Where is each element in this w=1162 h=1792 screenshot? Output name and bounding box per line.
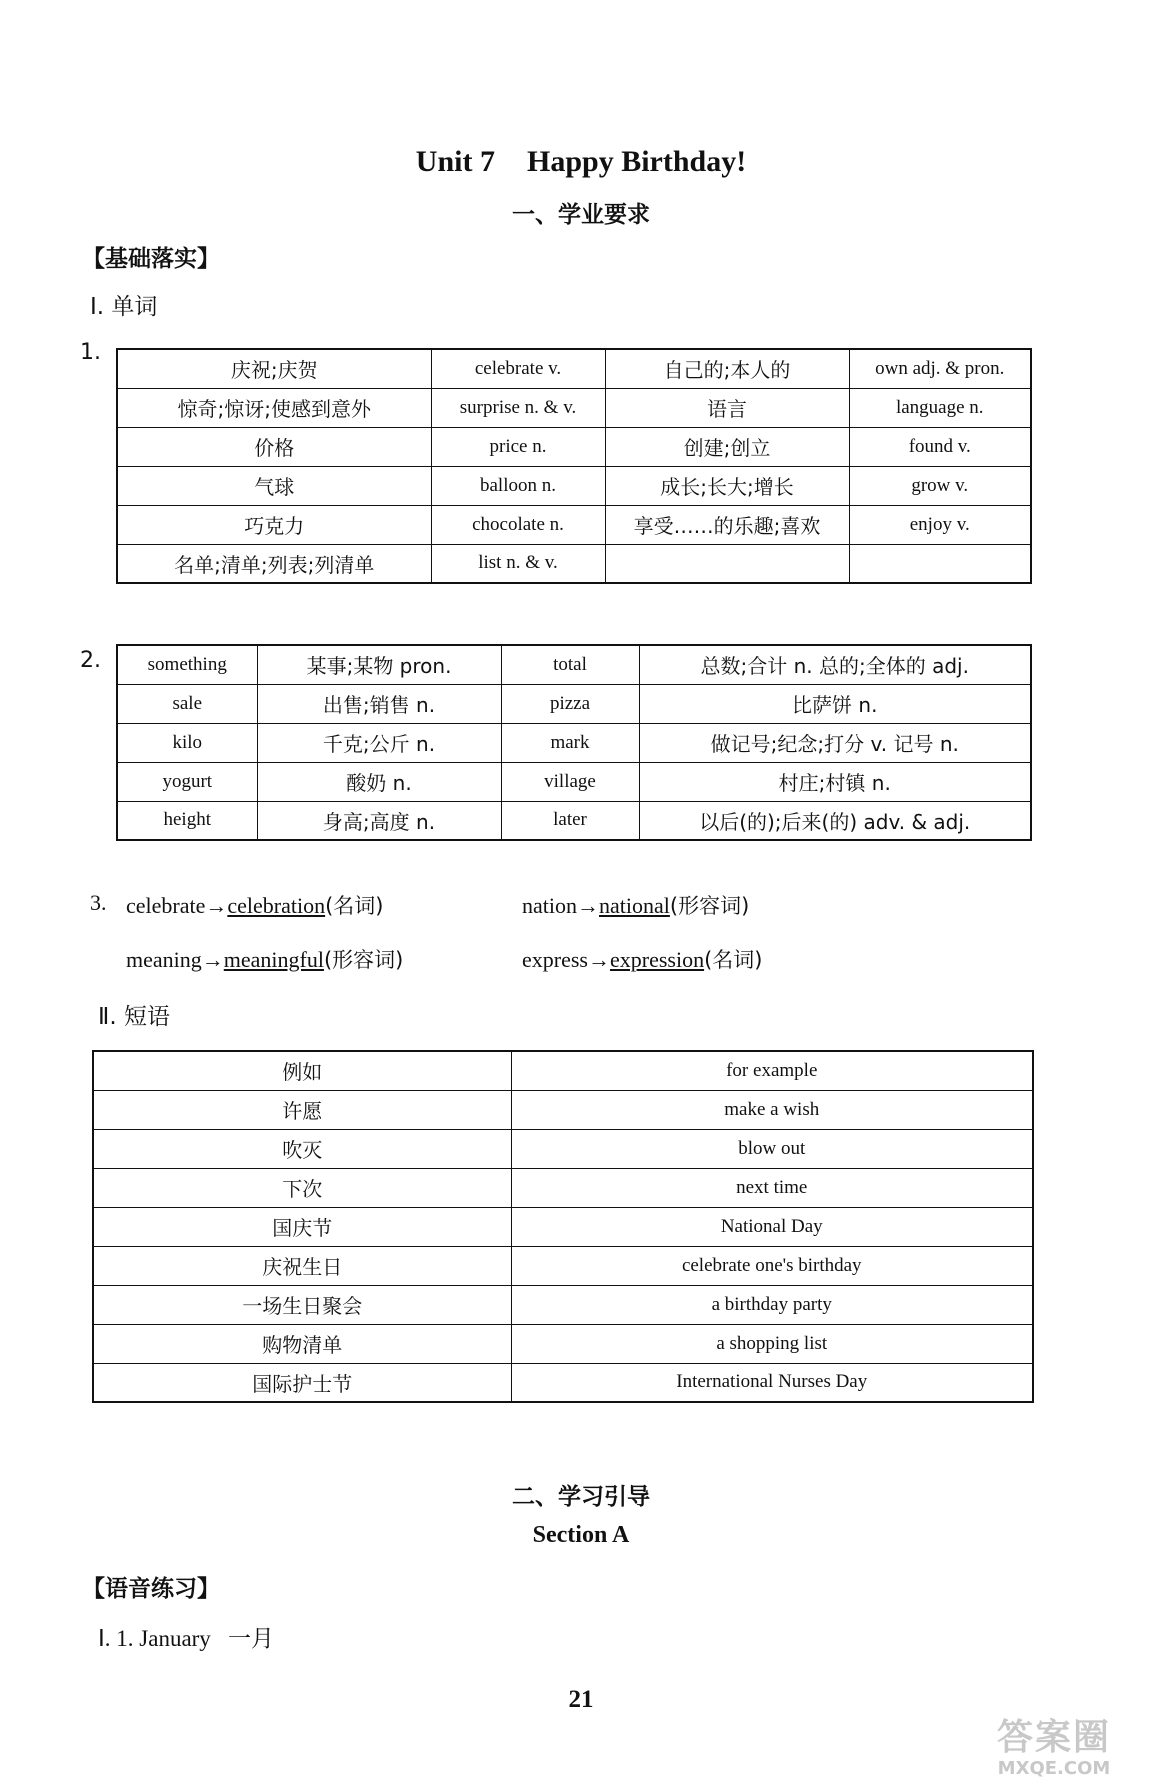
table-cell: 许愿: [93, 1090, 511, 1129]
table-cell: International Nurses Day: [511, 1363, 1033, 1402]
table-row: [117, 427, 1031, 466]
table-cell: 国庆节: [93, 1207, 511, 1246]
table-row: [117, 645, 1031, 684]
table-cell: a birthday party: [511, 1285, 1033, 1324]
table-cell: 成长;长大;增长: [605, 466, 849, 505]
table-cell: grow v.: [849, 466, 1031, 505]
table-cell: 价格: [117, 427, 431, 466]
table-row: [93, 1051, 1033, 1090]
phonics-label: 【语音练习】: [82, 1576, 220, 1602]
derivation-answer: expression: [609, 947, 705, 972]
table-cell: blow out: [511, 1129, 1033, 1168]
table-cell: 下次: [93, 1168, 511, 1207]
table-cell: 庆祝生日: [93, 1246, 511, 1285]
table-cell: total: [501, 645, 639, 684]
table-cell: 出售;销售 n.: [257, 684, 501, 723]
table-row: [117, 388, 1031, 427]
unit-name: Happy Birthday!: [526, 145, 747, 178]
table-cell: for example: [511, 1051, 1033, 1090]
table-row: [93, 1129, 1033, 1168]
table-cell: surprise n. & v.: [431, 388, 605, 427]
table-cell: 吹灭: [93, 1129, 511, 1168]
table-row: [117, 466, 1031, 505]
table-cell: 购物清单: [93, 1324, 511, 1363]
phrases-table: [92, 1050, 1034, 1403]
table-cell: village: [501, 762, 639, 801]
table-cell: 一场生日聚会: [93, 1285, 511, 1324]
table-cell: National Day: [511, 1207, 1033, 1246]
derivation-item: [126, 944, 403, 974]
derivation-item: [522, 944, 762, 974]
page-title: [0, 145, 1162, 179]
derivation-answer: meaningful: [223, 947, 324, 972]
table-cell: 名单;清单;列表;列清单: [117, 544, 431, 583]
table-cell: celebrate one's birthday: [511, 1246, 1033, 1285]
table-cell: pizza: [501, 684, 639, 723]
table-row: [117, 505, 1031, 544]
derivation-answer: celebration: [227, 893, 326, 918]
table-cell: sale: [117, 684, 257, 723]
table-cell: next time: [511, 1168, 1033, 1207]
page-number: 21: [568, 1686, 594, 1713]
table-row: [117, 762, 1031, 801]
table-cell: chocolate n.: [431, 505, 605, 544]
derivation-item: [126, 890, 384, 920]
table-cell: make a wish: [511, 1090, 1033, 1129]
table-cell: a shopping list: [511, 1324, 1033, 1363]
table2-number: 2.: [80, 648, 101, 673]
table-cell: [849, 544, 1031, 583]
derivation-from: celebrate→: [126, 893, 228, 918]
table-row: [117, 349, 1031, 388]
table-cell: 千克;公斤 n.: [257, 723, 501, 762]
table-cell: [605, 544, 849, 583]
table-cell: 酸奶 n.: [257, 762, 501, 801]
table-cell: own adj. & pron.: [849, 349, 1031, 388]
table-cell: 享受……的乐趣;喜欢: [605, 505, 849, 544]
table-cell: list n. & v.: [431, 544, 605, 583]
section-heading-1: 一、学业要求: [512, 202, 650, 228]
watermark-url: MXQE.COM: [997, 1758, 1111, 1779]
table-row: [93, 1246, 1033, 1285]
table-cell: 村庄;村镇 n.: [639, 762, 1031, 801]
vocab-table-1: [116, 348, 1032, 584]
table-cell: kilo: [117, 723, 257, 762]
part2-label: Ⅱ. 短语: [98, 1004, 170, 1030]
table-row: [93, 1168, 1033, 1207]
table-cell: 巧克力: [117, 505, 431, 544]
phonics-item: Ⅰ. 1. January 一月: [98, 1626, 275, 1651]
table-cell: celebrate v.: [431, 349, 605, 388]
table-cell: 气球: [117, 466, 431, 505]
table-cell: language n.: [849, 388, 1031, 427]
unit-number: Unit 7: [415, 145, 495, 178]
table-cell: enjoy v.: [849, 505, 1031, 544]
vocab-table-2: [116, 644, 1032, 841]
table-row: [117, 684, 1031, 723]
table-row: [93, 1363, 1033, 1402]
basics-label: 【基础落实】: [82, 246, 220, 272]
table-row: [93, 1285, 1033, 1324]
table-cell: 身高;高度 n.: [257, 801, 501, 840]
table-cell: 做记号;纪念;打分 v. 记号 n.: [639, 723, 1031, 762]
table-row: [93, 1207, 1033, 1246]
table-cell: 国际护士节: [93, 1363, 511, 1402]
table-cell: found v.: [849, 427, 1031, 466]
derivation-type: (形容词): [323, 948, 404, 972]
table-row: [117, 723, 1031, 762]
derivation-from: nation→: [522, 893, 599, 918]
table-cell: 惊奇;惊讶;使感到意外: [117, 388, 431, 427]
table-cell: price n.: [431, 427, 605, 466]
derivation-from: meaning→: [126, 947, 224, 972]
table-row: [117, 544, 1031, 583]
derivation-answer: national: [599, 893, 670, 918]
section-heading-2: 二、学习引导: [512, 1484, 650, 1510]
table-row: [117, 801, 1031, 840]
table-cell: something: [117, 645, 257, 684]
table-cell: 庆祝;庆贺: [117, 349, 431, 388]
table-cell: 以后(的);后来(的) adv. & adj.: [639, 801, 1031, 840]
table-cell: balloon n.: [431, 466, 605, 505]
part1-label: Ⅰ. 单词: [90, 294, 158, 320]
watermark: [964, 1718, 1144, 1784]
table-cell: height: [117, 801, 257, 840]
section-a-heading: Section A: [532, 1522, 630, 1548]
derivation-from: express→: [522, 947, 610, 972]
derivations-number: 3.: [90, 890, 107, 915]
table-row: [93, 1090, 1033, 1129]
derivation-type: (名词): [704, 948, 763, 972]
table-cell: later: [501, 801, 639, 840]
derivation-type: (形容词): [669, 894, 750, 918]
table-cell: 总数;合计 n. 总的;全体的 adj.: [639, 645, 1031, 684]
table-row: [93, 1324, 1033, 1363]
derivation-type: (名词): [325, 894, 384, 918]
table-cell: yogurt: [117, 762, 257, 801]
table-cell: mark: [501, 723, 639, 762]
table-cell: 语言: [605, 388, 849, 427]
table-cell: 创建;创立: [605, 427, 849, 466]
table-cell: 自己的;本人的: [605, 349, 849, 388]
table1-number: 1.: [80, 340, 101, 365]
table-cell: 例如: [93, 1051, 511, 1090]
derivation-item: [522, 890, 749, 920]
table-cell: 比萨饼 n.: [639, 684, 1031, 723]
watermark-text: 答案圈: [996, 1717, 1111, 1758]
table-cell: 某事;某物 pron.: [257, 645, 501, 684]
